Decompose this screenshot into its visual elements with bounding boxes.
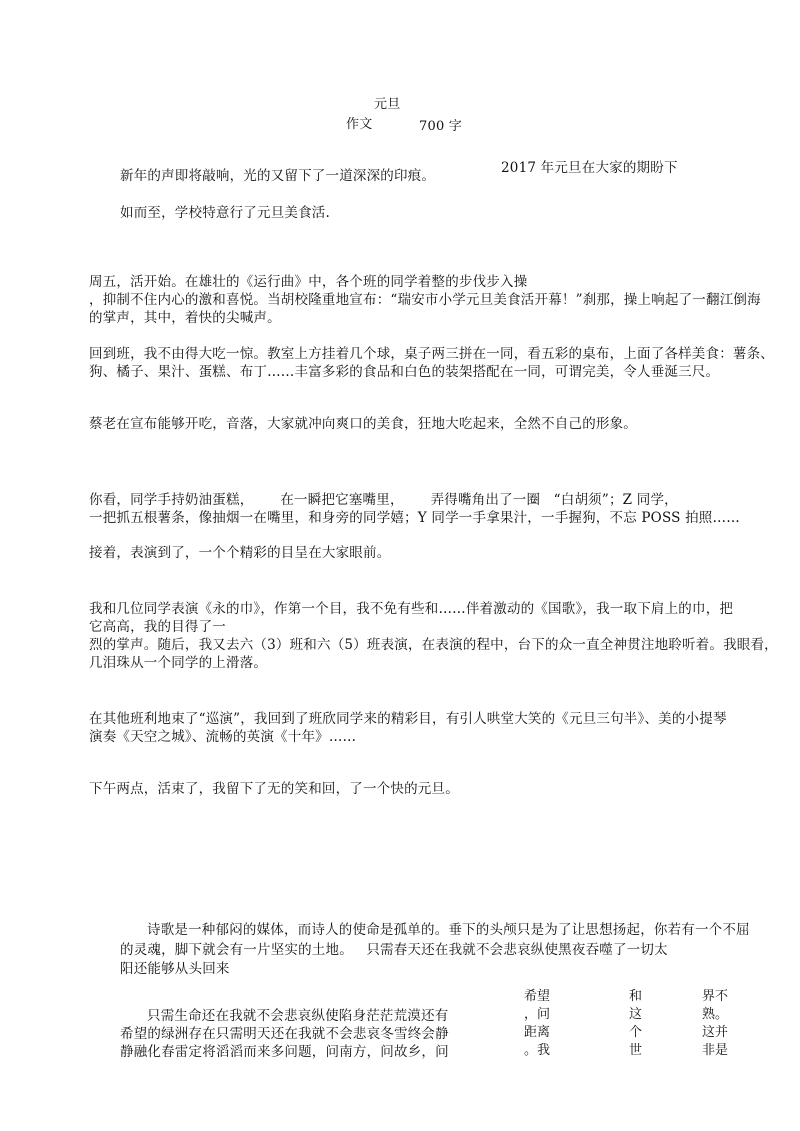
word-count: 700 字	[419, 119, 462, 134]
column-a-row-3: 距离	[524, 1025, 551, 1040]
paragraph-7-line-1: 在其他班利地束了“巡演”，我回到了班欣同学来的精彩目，有引人哄堂大笑的《元旦三句半》、美的小提琴	[89, 711, 727, 727]
paragraph-1-line-1: 周五，活开始。在雄壮的《运行曲》中，各个班的同学着整的步伐步入操	[89, 274, 528, 290]
paragraph-6-line-4: 几泪珠从一个同学的上滑落。	[89, 655, 268, 671]
column-a-row-4: 。我	[524, 1043, 551, 1058]
paragraph-2-line-2: 狗、橘子、果汁、蛋糕、布丁……丰富多彩的食品和白色的装架搭配在一同，可谓完美，令人垂涎三尺。	[89, 364, 720, 380]
paragraph-4-line-2: 一把抓五根薯条，像抽烟一在嘴里，和身旁的同学嬉；Y 同学一手拿果汁，一手握狗，不忘 POSS 拍照……	[89, 510, 740, 526]
paragraph-8-line-1: 下午两点，活束了，我留下了无的笑和回，了一个快的元旦。	[89, 781, 459, 797]
poem-left-line-3: 静融化春雷定将滔滔而来多问题，问南方，问故乡，问	[120, 1044, 449, 1060]
paragraph-6-line-3: 烈的掌声。随后，我又去六（3）班和六（5）班表演，在表演的程中，台下的众一直全神贯注地聆听着。我眼看，	[89, 637, 778, 653]
column-b-row-2: 这	[629, 1007, 643, 1022]
column-a-row-1: 希望	[524, 989, 551, 1004]
paragraph-6-line-2: 它高高，我的目得了一	[89, 619, 226, 635]
intro-right-note: 2017 年元旦在大家的期盼下	[501, 160, 678, 176]
paragraph-7-line-2: 演奏《天空之城》、流畅的英演《十年》……	[89, 729, 357, 745]
paragraph-1-line-2: ，抑制不住内心的激和喜悦。当胡校隆重地宣布：“瑞安市小学元旦美食活开幕！”刹那，操上响起了一翻江倒海	[89, 292, 761, 308]
paragraph-5-line-1: 接着，表演到了，一个个精彩的目呈在大家眼前。	[89, 545, 391, 561]
column-b-row-1: 和	[629, 989, 643, 1004]
column-a-row-2: ，问	[524, 1007, 551, 1022]
essay-title: 元旦	[374, 97, 401, 112]
paragraph-3-line-1: 蔡老在宣布能够开吃，音落，大家就冲向爽口的美食，狂地大吃起来，全然不自己的形象。	[89, 416, 637, 432]
essay-genre: 作文	[346, 117, 373, 132]
paragraph-1-line-3: 的掌声，其中，着快的尖喊声。	[89, 310, 281, 326]
poem-intro-line-3: 阳还能够从头回来	[120, 961, 230, 977]
intro-line-2: 如而至，学校特意行了元旦美食活.	[120, 205, 330, 221]
column-b-row-4: 世	[629, 1043, 643, 1058]
column-c-row-1: 界不	[702, 989, 729, 1004]
poem-left-line-1: 只需生命还在我就不会悲哀纵使陷身茫茫荒漠还有	[147, 1008, 449, 1024]
column-c-row-3: 这并	[702, 1025, 729, 1040]
column-b-row-3: 个	[629, 1025, 643, 1040]
intro-line-1: 新年的声即将敲响，光的又留下了一道深深的印痕。	[120, 168, 436, 184]
paragraph-2-line-1: 回到班，我不由得大吃一惊。教室上方挂着几个球，桌子两三拼在一同，看五彩的桌布，上面了各样美食：薯条、	[89, 346, 774, 362]
paragraph-4-line-1: 你看，同学手持奶油蛋糕， 在一瞬把它塞嘴里， 弄得嘴角出了一圈 “白胡须”；Z 同学，	[89, 492, 678, 508]
column-c-row-4: 非是	[702, 1043, 729, 1058]
paragraph-6-line-1: 我和几位同学表演《永的巾》，作第一个目，我不免有些和……伴着激动的《国歌》，我一取下肩上的巾，把	[89, 601, 734, 617]
poem-intro-line-1: 诗歌是一种郁闷的媒体，而诗人的使命是孤单的。垂下的头颅只是为了让思想扬起，你若有一个不屈	[147, 922, 750, 938]
column-c-row-2: 熟。	[702, 1007, 729, 1022]
poem-left-line-2: 希望的绿洲存在只需明天还在我就不会悲哀冬雪终会静	[120, 1026, 449, 1042]
poem-intro-line-2: 的灵魂，脚下就会有一片坚实的土地。 只需春天还在我就不会悲哀纵使黑夜吞噬了一切太	[120, 942, 668, 958]
